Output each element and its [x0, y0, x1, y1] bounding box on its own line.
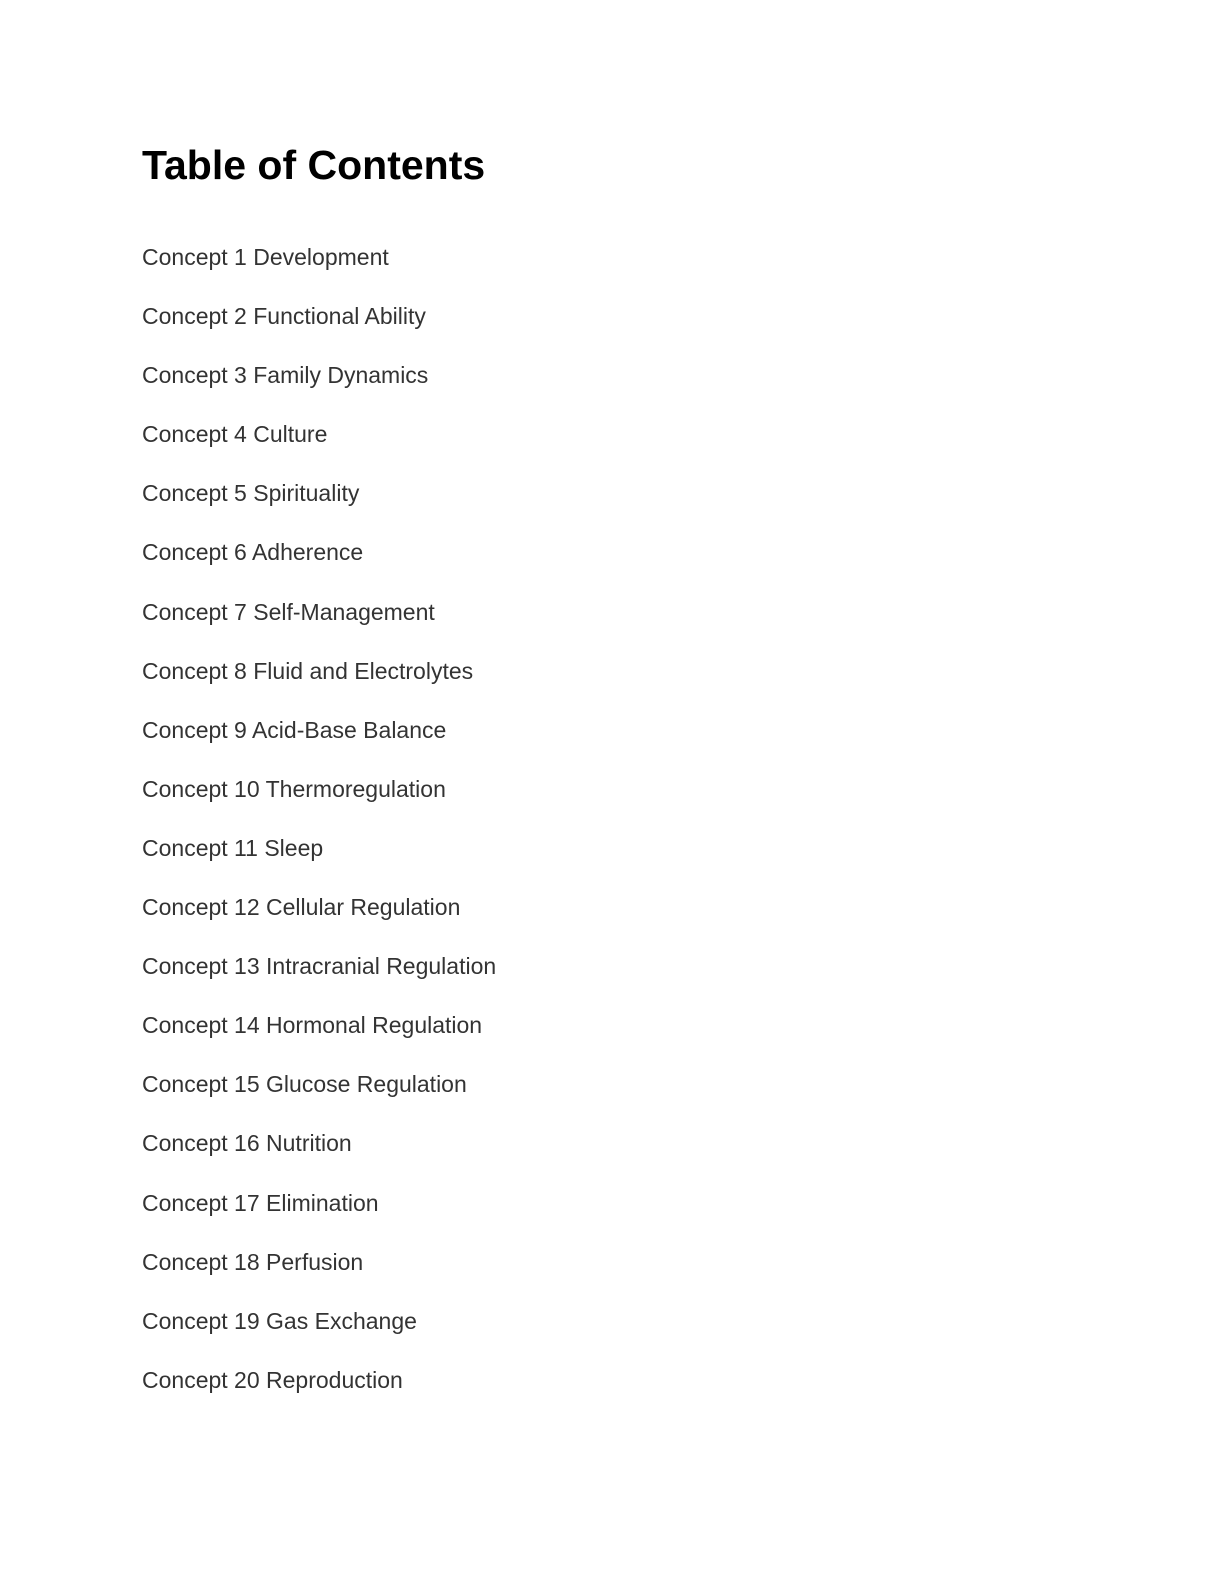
toc-entry: Concept 17 Elimination	[142, 1189, 379, 1216]
toc-entry: Concept 15 Glucose Regulation	[142, 1071, 467, 1098]
toc-entry: Concept 18 Perfusion	[142, 1248, 364, 1275]
toc-entry: Concept 9 Acid-Base Balance	[142, 716, 447, 743]
toc-entry: Concept 11 Sleep	[142, 834, 324, 861]
toc-entry: Concept 10 Thermoregulation	[142, 775, 446, 802]
toc-entry: Concept 13 Intracranial Regulation	[142, 953, 497, 980]
toc-entry: Concept 1 Development	[142, 244, 389, 270]
toc-entry: Concept 16 Nutrition	[142, 1130, 352, 1157]
toc-entry: Concept 12 Cellular Regulation	[142, 894, 461, 921]
page-title: Table of Contents	[142, 142, 486, 188]
toc-entry: Concept 7 Self-Management	[142, 598, 435, 625]
toc-entry: Concept 5 Spirituality	[142, 480, 360, 507]
toc-entry: Concept 8 Fluid and Electrolytes	[142, 657, 474, 684]
toc-entry: Concept 2 Functional Ability	[142, 303, 426, 330]
toc-list	[142, 237, 496, 1419]
toc-entry: Concept 19 Gas Exchange	[142, 1307, 417, 1334]
toc-entry: Concept 20 Reproduction	[142, 1366, 403, 1393]
toc-entry: Concept 6 Adherence	[142, 539, 364, 566]
toc-entry: Concept 14 Hormonal Regulation	[142, 1012, 483, 1039]
toc-entry: Concept 4 Culture	[142, 421, 328, 448]
toc-entry: Concept 3 Family Dynamics	[142, 362, 429, 389]
